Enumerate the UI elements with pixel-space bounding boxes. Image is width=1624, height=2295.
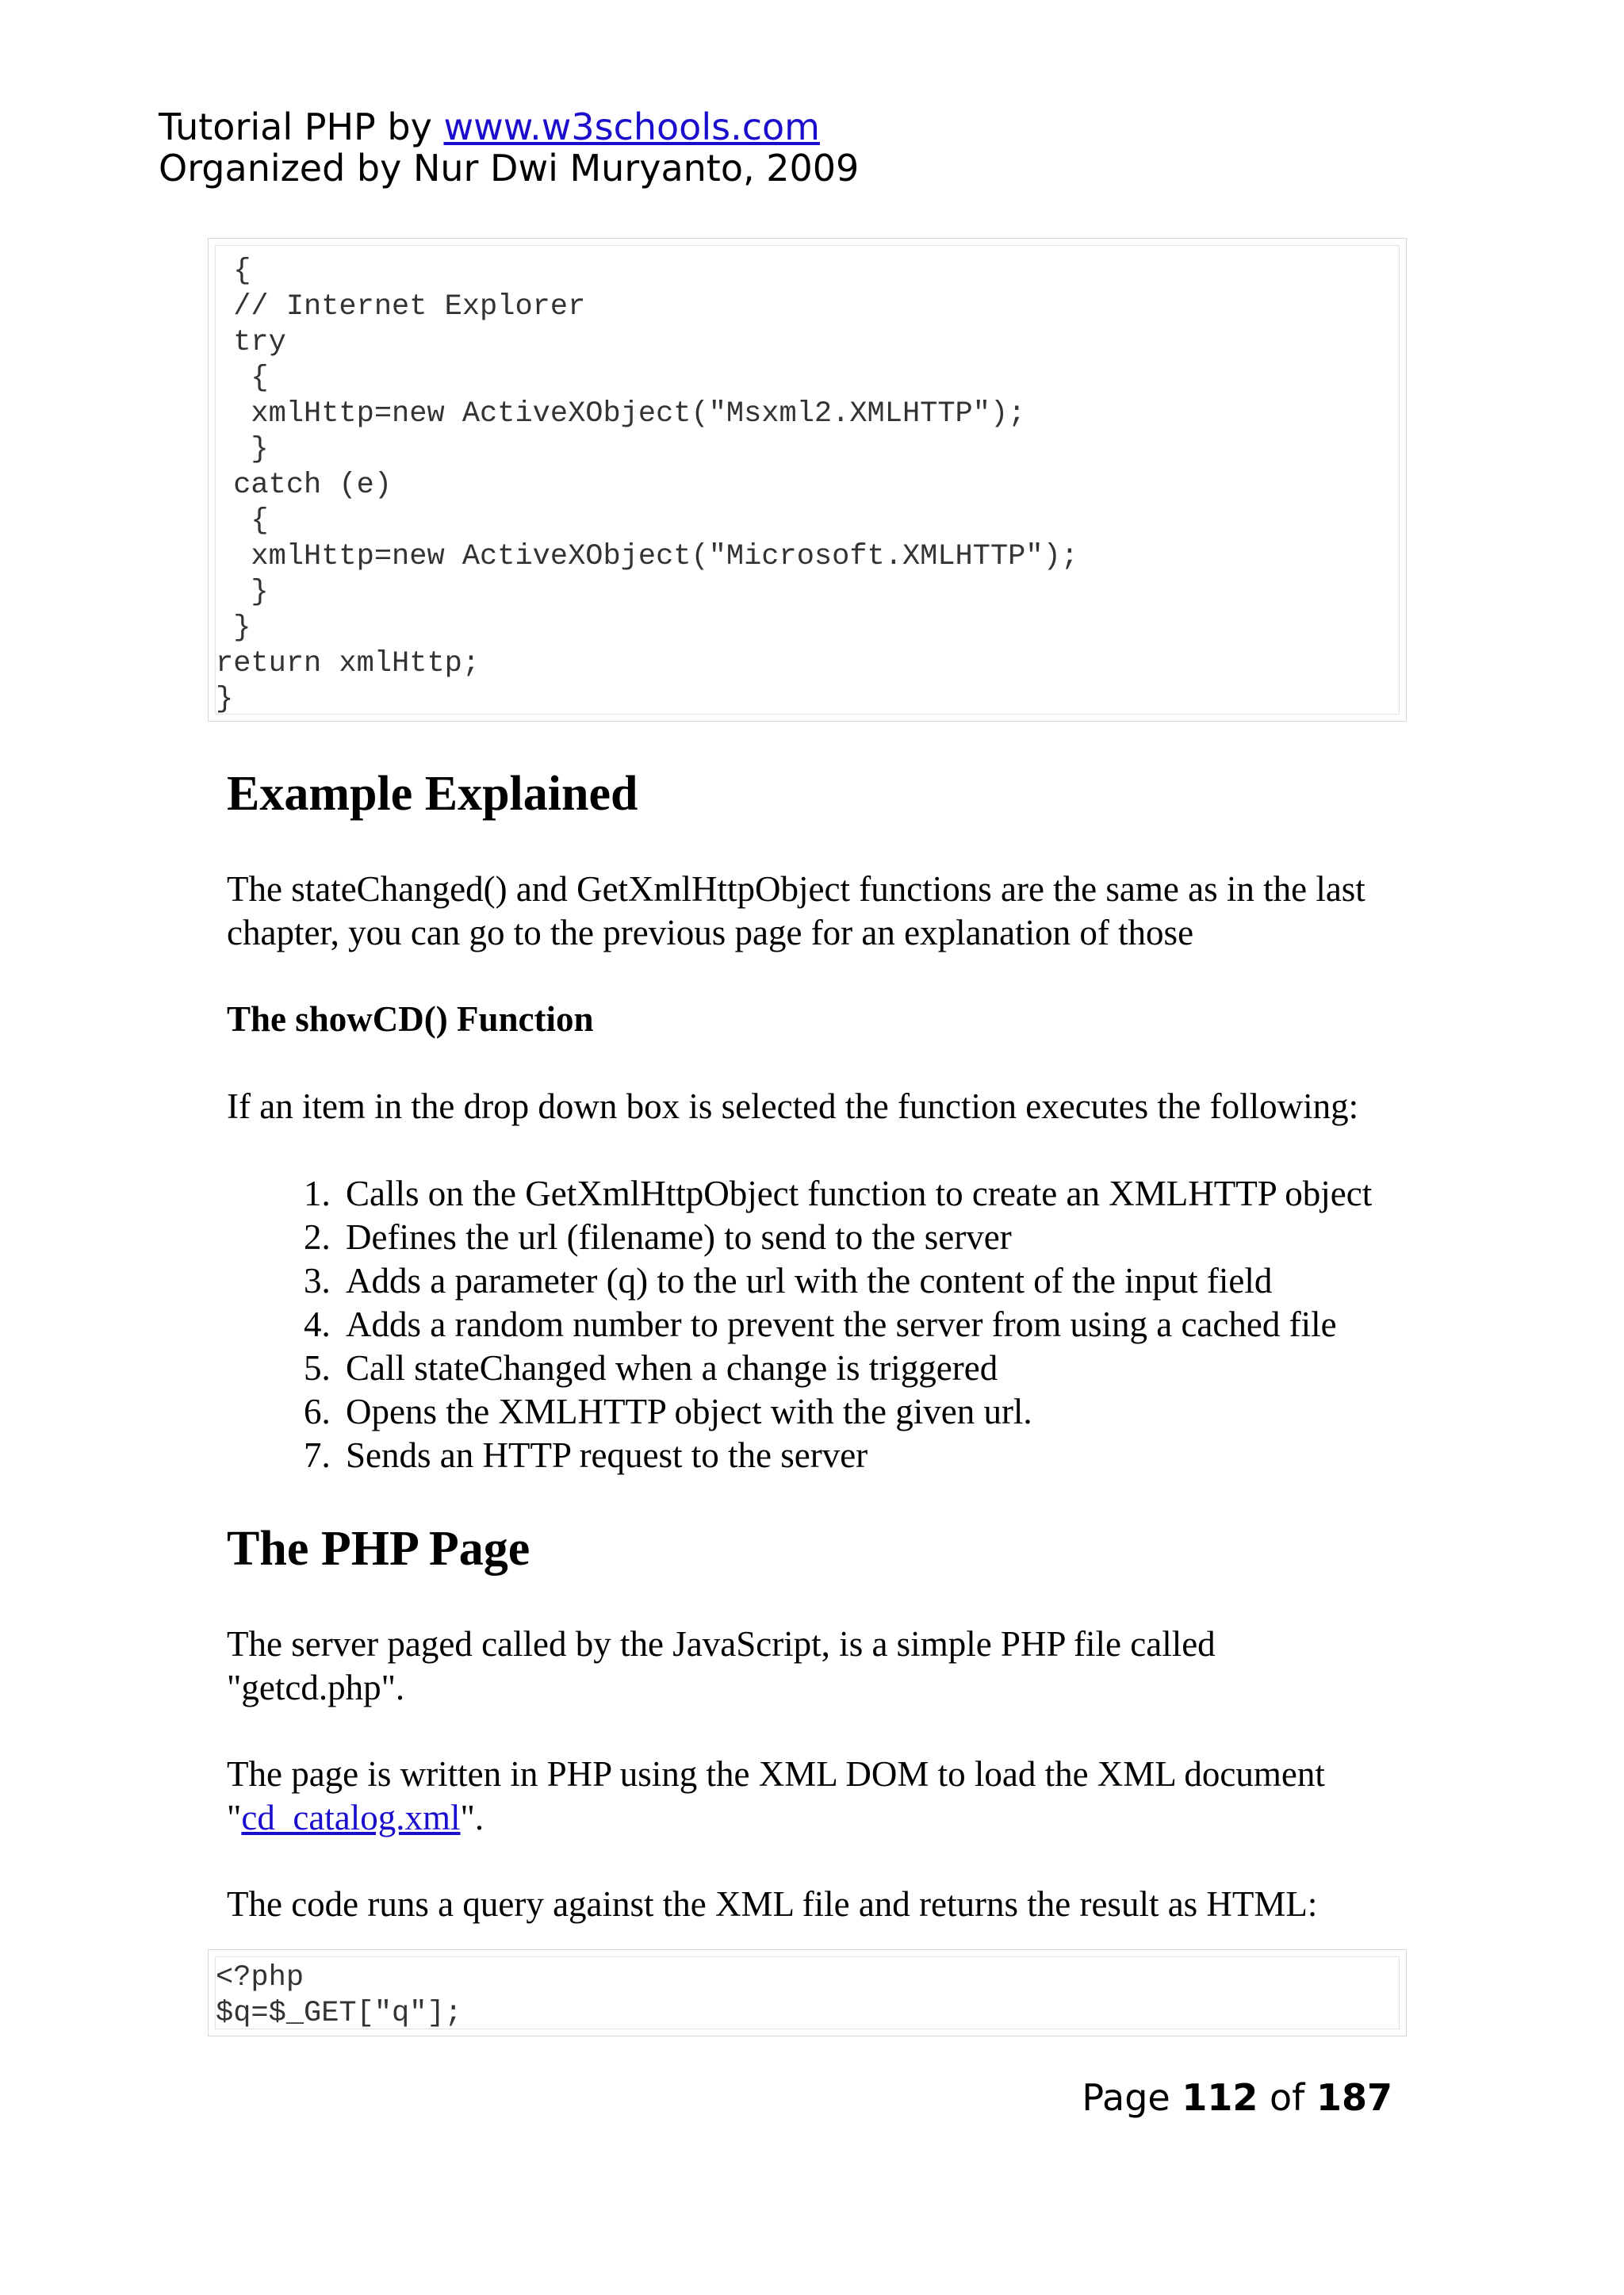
- page-footer: [1082, 2076, 1392, 2119]
- list-item: 3. Adds a parameter (q) to the url with the content of the input field: [339, 1259, 1400, 1303]
- php-para3-wrap: [227, 1883, 1400, 1926]
- footer-total-pages: 187: [1316, 2076, 1392, 2119]
- php-page-paragraph-1: The server paged called by the JavaScript, is a simple PHP file called "getcd.php".: [227, 1624, 1216, 1707]
- cd-catalog-link[interactable]: cd_catalog.xml: [241, 1798, 461, 1837]
- php-page-paragraph-2: [227, 1753, 1400, 1840]
- footer-page-word: Page: [1082, 2076, 1170, 2119]
- footer-of-word: of: [1270, 2076, 1305, 2119]
- list-item: 4. Adds a random number to prevent the server from using a cached file: [339, 1303, 1400, 1347]
- example-explained-section: [227, 766, 638, 822]
- code-block-1: [208, 238, 1407, 722]
- example-explained-paragraph: The stateChanged() and GetXmlHttpObject functions are the same as in the last chapter, you can go to the previous page for an explanation of those: [227, 869, 1365, 952]
- list-item: 5. Call stateChanged when a change is triggered: [339, 1347, 1400, 1390]
- page-header: [159, 106, 859, 189]
- list-item: 2. Defines the url (filename) to send to the server: [339, 1216, 1400, 1259]
- para2-suffix: ".: [460, 1798, 485, 1837]
- list-item: 6. Opens the XMLHTTP object with the given url.: [339, 1390, 1400, 1434]
- showcd-subheading: The showCD() Function: [227, 999, 594, 1039]
- header-line-1: [159, 106, 859, 148]
- list-item: 7. Sends an HTTP request to the server: [339, 1434, 1400, 1477]
- php-para2-wrap: [227, 1753, 1400, 1840]
- code-block-1-text: { // Internet Explorer try { xmlHttp=new ActiveXObject("Msxml2.XMLHTTP"); } catch (e) { xmlHttp=new ActiveXObject("Microsoft.XMLHTTP"); } } return xmlHttp; }: [216, 255, 1078, 716]
- example-explained-heading: Example Explained: [227, 767, 638, 821]
- php-page-section: [227, 1521, 530, 1577]
- showcd-intro: If an item in the drop down box is selected the function executes the following:: [227, 1086, 1359, 1126]
- code-block-2: [208, 1949, 1407, 2036]
- header-prefix: Tutorial PHP by: [159, 105, 444, 148]
- showcd-intro-wrap: [227, 1085, 1400, 1128]
- footer-page-number: 112: [1182, 2076, 1258, 2119]
- showcd-subheading-wrap: [227, 998, 594, 1041]
- php-para1-wrap: [227, 1623, 1400, 1710]
- code-block-2-text: <?php $q=$_GET["q"];: [216, 1961, 462, 2030]
- para2-prefix: The page is written in PHP using the XML DOM to load the XML document ": [227, 1754, 1325, 1837]
- steps-list: [227, 1172, 1400, 1477]
- list-item: 1. Calls on the GetXmlHttpObject function to create an XMLHTTP object: [339, 1172, 1400, 1216]
- php-page-paragraph-3: The code runs a query against the XML file and returns the result as HTML:: [227, 1884, 1318, 1924]
- steps-wrap: [227, 1172, 1400, 1477]
- w3schools-link[interactable]: www.w3schools.com: [443, 105, 820, 148]
- php-page-heading: The PHP Page: [227, 1522, 530, 1576]
- example-explained-para-wrap: [227, 868, 1400, 955]
- header-line-2: Organized by Nur Dwi Muryanto, 2009: [159, 147, 860, 190]
